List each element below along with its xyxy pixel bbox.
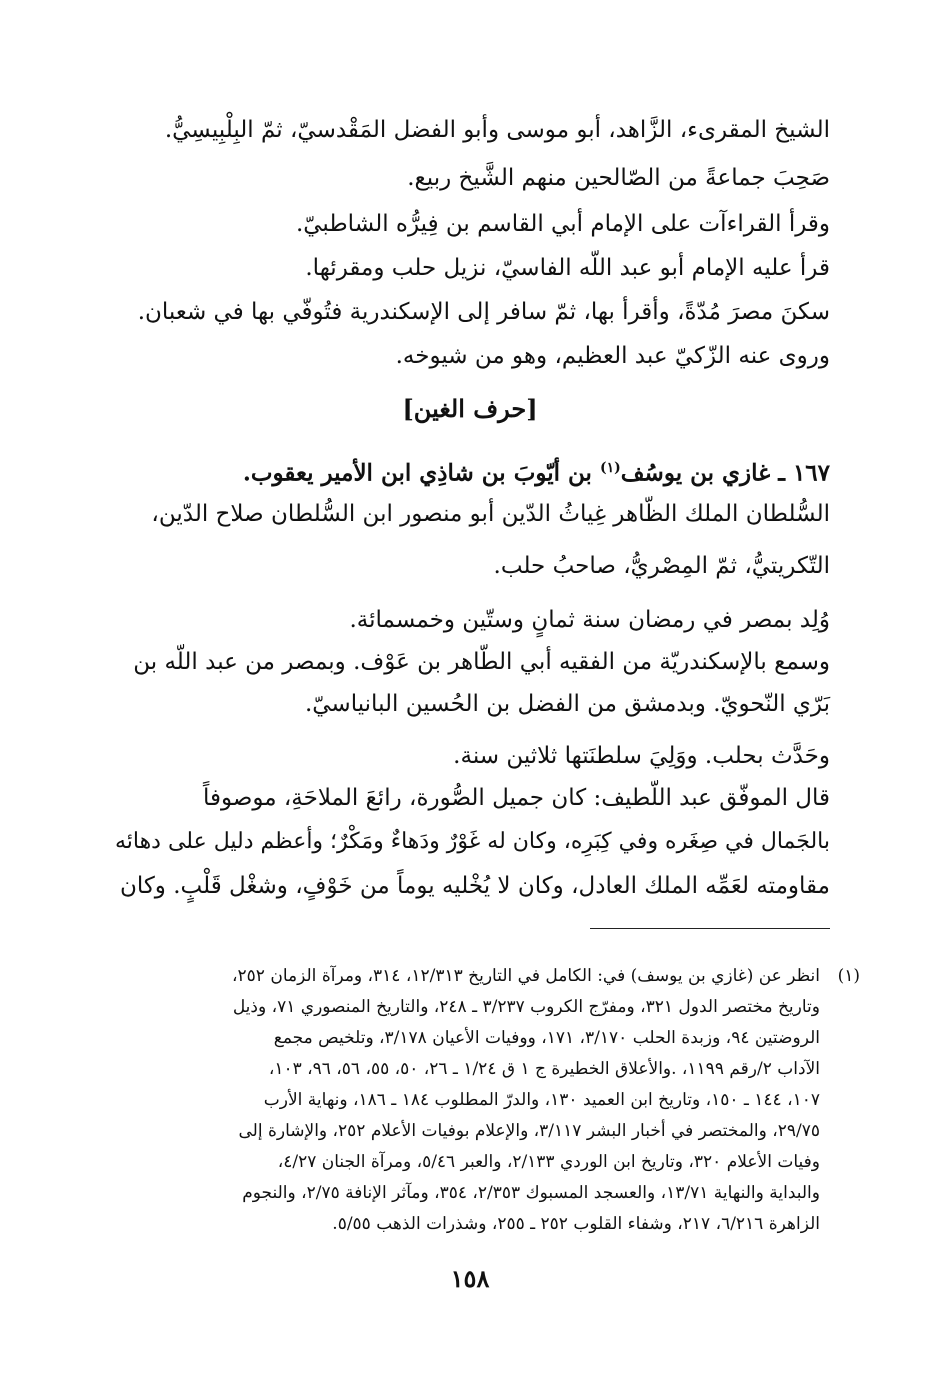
body-line: سكنَ مصرَ مُدّةً، وأقرأ بها، ثمّ سافر إلى الإسكندرية فتُوفّي بها في شعبان. <box>137 299 830 325</box>
body-line: التّكريتيُّ، ثمّ المِصْريُّ، صاحبُ حلب. <box>493 553 830 579</box>
body-line: وسمع بالإسكندريّة من الفقيه أبي الطّاهر بن عَوْف. وبمصر من عبد اللّه بن <box>133 649 830 675</box>
entry-name: ١٦٧ ـ غازي بن يوسُف <box>620 459 830 487</box>
body-line: صَحِبَ جماعةً من الصّالحين منهم الشَّيخ ربيع. <box>407 165 830 191</box>
body-line: مقاومته لعَمِّه الملك العادل، وكان لا يُخْليه يوماً من خَوْفٍ، وشغْل قَلْبٍ. وكان <box>119 873 830 899</box>
body-line: قال الموفّق عبد اللّطيف: كان جميل الصُّورة، رائعَ الملاحَةِ، موصوفاً <box>202 785 830 811</box>
footnote-line: والبداية والنهاية ١٣/٧١، والعسجد المسبوك ٢/٣٥٣، ٣٥٤، ومآثر الإنافة ٢/٧٥، والنجوم <box>242 1183 820 1203</box>
body-line: وحَدَّث بحلب. ووَلِيَ سلطنَتها ثلاثين سنة. <box>453 743 830 769</box>
body-line: وروى عنه الزّكيّ عبد العظيم، وهو من شيوخه. <box>395 343 830 369</box>
body-line: قرأ عليه الإمام أبو عبد اللّه الفاسيّ، نزيل حلب ومقرئها. <box>305 255 830 281</box>
footnote-marker: (١) <box>599 460 621 476</box>
entry-name-rest: بن أيّوبَ بن شاذِي ابن الأمير يعقوب. <box>242 459 600 487</box>
footnote-line: وفيات الأعلام ٣٢٠، وتاريخ ابن الوردي ٢/١٣٣، والعبر ٥/٤٦، ومرآة الجنان ٤/٢٧، <box>277 1152 820 1172</box>
body-line: الشيخ المقرىء، الزَّاهد، أبو موسى وأبو الفضل المَقْدسيّ، ثمّ البِلْبِيسِيُّ. <box>164 117 830 143</box>
body-line: وُلِد بمصر في رمضان سنة ثمانٍ وستّين وخمسمائة. <box>349 607 830 633</box>
footnote-number: (١) <box>837 966 860 986</box>
body-line: بالجَمال في صِغَره وفي كِبَرِه، وكان له غَوْرٌ ودَهاءٌ ومَكْرٌ؛ وأعظم دليل على دهائه <box>114 829 830 854</box>
page-number: ١٥٨ <box>450 1264 490 1293</box>
footnote-divider <box>590 928 830 929</box>
section-heading: [حرف الغين] <box>402 394 538 423</box>
footnote-line: وتاريخ مختصر الدول ٣٢١، ومفرّج الكروب ٣/٢٣٧ ـ ٢٤٨، والتاريخ المنصوري ٧١، وذيل <box>232 997 820 1017</box>
footnote-line: ١٠٧، ١٤٤ ـ ١٥٠، وتاريخ ابن العميد ١٣٠، والدرّ المطلوب ١٨٤ ـ ١٨٦، ونهاية الأرب <box>263 1090 820 1110</box>
footnote-line: الزاهرة ٦/٢١٦، ٢١٧، وشفاء القلوب ٢٥٢ ـ ٢٥٥، وشذرات الذهب ٥/٥٥. <box>332 1214 820 1234</box>
entry-heading <box>110 450 830 492</box>
footnote-line: الآداب ٢/رقم ١١٩٩، .والأعلاق الخطيرة ج ١ ق ١/٢٤ ـ ٢٦، ٥٠، ٥٥، ٥٦، ٩٦، ١٠٣، <box>268 1059 820 1079</box>
body-line: وقرأ القراءآت على الإمام أبي القاسم بن فِيرُّه الشاطبيّ. <box>295 211 830 237</box>
body-line: بَرّي النّحويّ. وبدمشق من الفضل بن الحُسين البانياسيّ. <box>304 691 830 717</box>
body-line: السُّلطان الملك الظّاهر غِياثُ الدّين أبو منصور ابن السُّلطان صلاح الدّين، <box>151 501 830 527</box>
footnote-line: ٢٩/٧٥، والمختصر في أخبار البشر ٣/١١٧، والإعلام بوفيات الأعلام ٢٥٢، والإشارة إلى <box>238 1121 820 1141</box>
footnote-line: الروضتين ٩٤، وزبدة الحلب ٣/١٧٠، ١٧١، ووفيات الأعيان ٣/١٧٨، وتلخيص مجمع <box>273 1028 820 1048</box>
footnote-line: انظر عن (غازي بن يوسف) في: الكامل في التاريخ ١٢/٣١٣، ٣١٤، ومرآة الزمان ٢٥٢، <box>232 966 820 986</box>
